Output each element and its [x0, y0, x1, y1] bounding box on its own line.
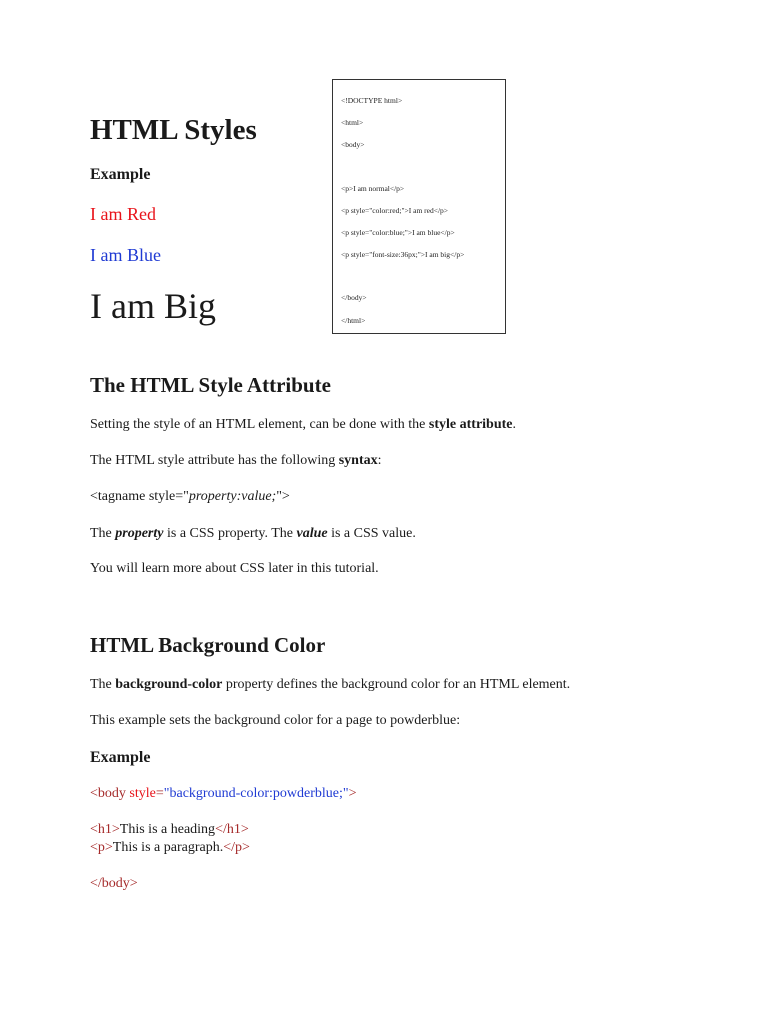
text: :: [377, 453, 382, 468]
text: ">: [276, 489, 290, 504]
code-line: </html>: [341, 316, 366, 325]
paragraph: [90, 452, 382, 470]
code-line: [90, 875, 138, 893]
code-line: <html>: [341, 118, 364, 127]
code-tag: >: [348, 786, 357, 801]
demo-blue-text: I am Blue: [90, 245, 161, 265]
italic-text: property:value;: [188, 489, 277, 504]
code-text: This is a paragraph.: [112, 840, 224, 855]
code-line: [90, 785, 357, 803]
code-line: [90, 821, 249, 839]
code-tag: <p>: [90, 840, 113, 855]
code-tag: <h1>: [90, 822, 120, 837]
code-line: <p style="color:blue;">I am blue</p>: [341, 228, 455, 237]
page-title: HTML Styles: [90, 114, 257, 146]
text: <tagname style=": [90, 489, 189, 504]
text: The: [90, 526, 116, 541]
code-line: [90, 839, 250, 857]
bold-text: syntax: [338, 453, 378, 468]
bold-italic-text: property: [115, 526, 164, 541]
code-tag: </p>: [223, 840, 250, 855]
paragraph: [90, 676, 570, 694]
section-heading-background-color: HTML Background Color: [90, 633, 326, 657]
code-text: This is a heading: [119, 822, 216, 837]
bold-text: style attribute: [428, 417, 513, 432]
bold-italic-text: value: [296, 526, 328, 541]
code-tag: </body>: [90, 876, 138, 891]
code-line: <p>I am normal</p>: [341, 184, 405, 193]
example-label: Example: [90, 166, 151, 183]
code-example-box: [332, 79, 506, 334]
code-attr: style: [129, 786, 156, 801]
demo-red-text: I am Red: [90, 204, 156, 224]
code-value: "background-color:powderblue;": [163, 786, 349, 801]
text: The: [90, 677, 116, 692]
code-line: <body>: [341, 140, 365, 149]
code-line: <p style="font-size:36px;">I am big</p>: [341, 250, 465, 259]
example-label-2: Example: [90, 749, 151, 766]
text: property defines the background color for an HTML element.: [222, 677, 571, 692]
text: The HTML style attribute has the following: [90, 453, 339, 468]
text: Setting the style of an HTML element, can be done with the: [90, 417, 429, 432]
text: is a CSS property. The: [163, 526, 297, 541]
code-tag: </h1>: [215, 822, 249, 837]
paragraph: This example sets the background color for a page to powderblue:: [90, 713, 461, 728]
code-eq: =: [155, 786, 164, 801]
paragraph: You will learn more about CSS later in this tutorial.: [90, 561, 379, 576]
code-line: <p style="color:red;">I am red</p>: [341, 206, 449, 215]
code-tag: <body: [90, 786, 130, 801]
section-heading-style-attribute: The HTML Style Attribute: [90, 373, 331, 397]
paragraph: [90, 416, 516, 434]
demo-big-text: I am Big: [90, 286, 216, 326]
syntax-line: [90, 488, 290, 506]
code-line: </body>: [341, 293, 367, 302]
paragraph: [90, 525, 416, 543]
text: is a CSS value.: [327, 526, 416, 541]
code-line: <!DOCTYPE html>: [341, 96, 403, 105]
bold-text: background-color: [115, 677, 223, 692]
text: .: [512, 417, 516, 432]
